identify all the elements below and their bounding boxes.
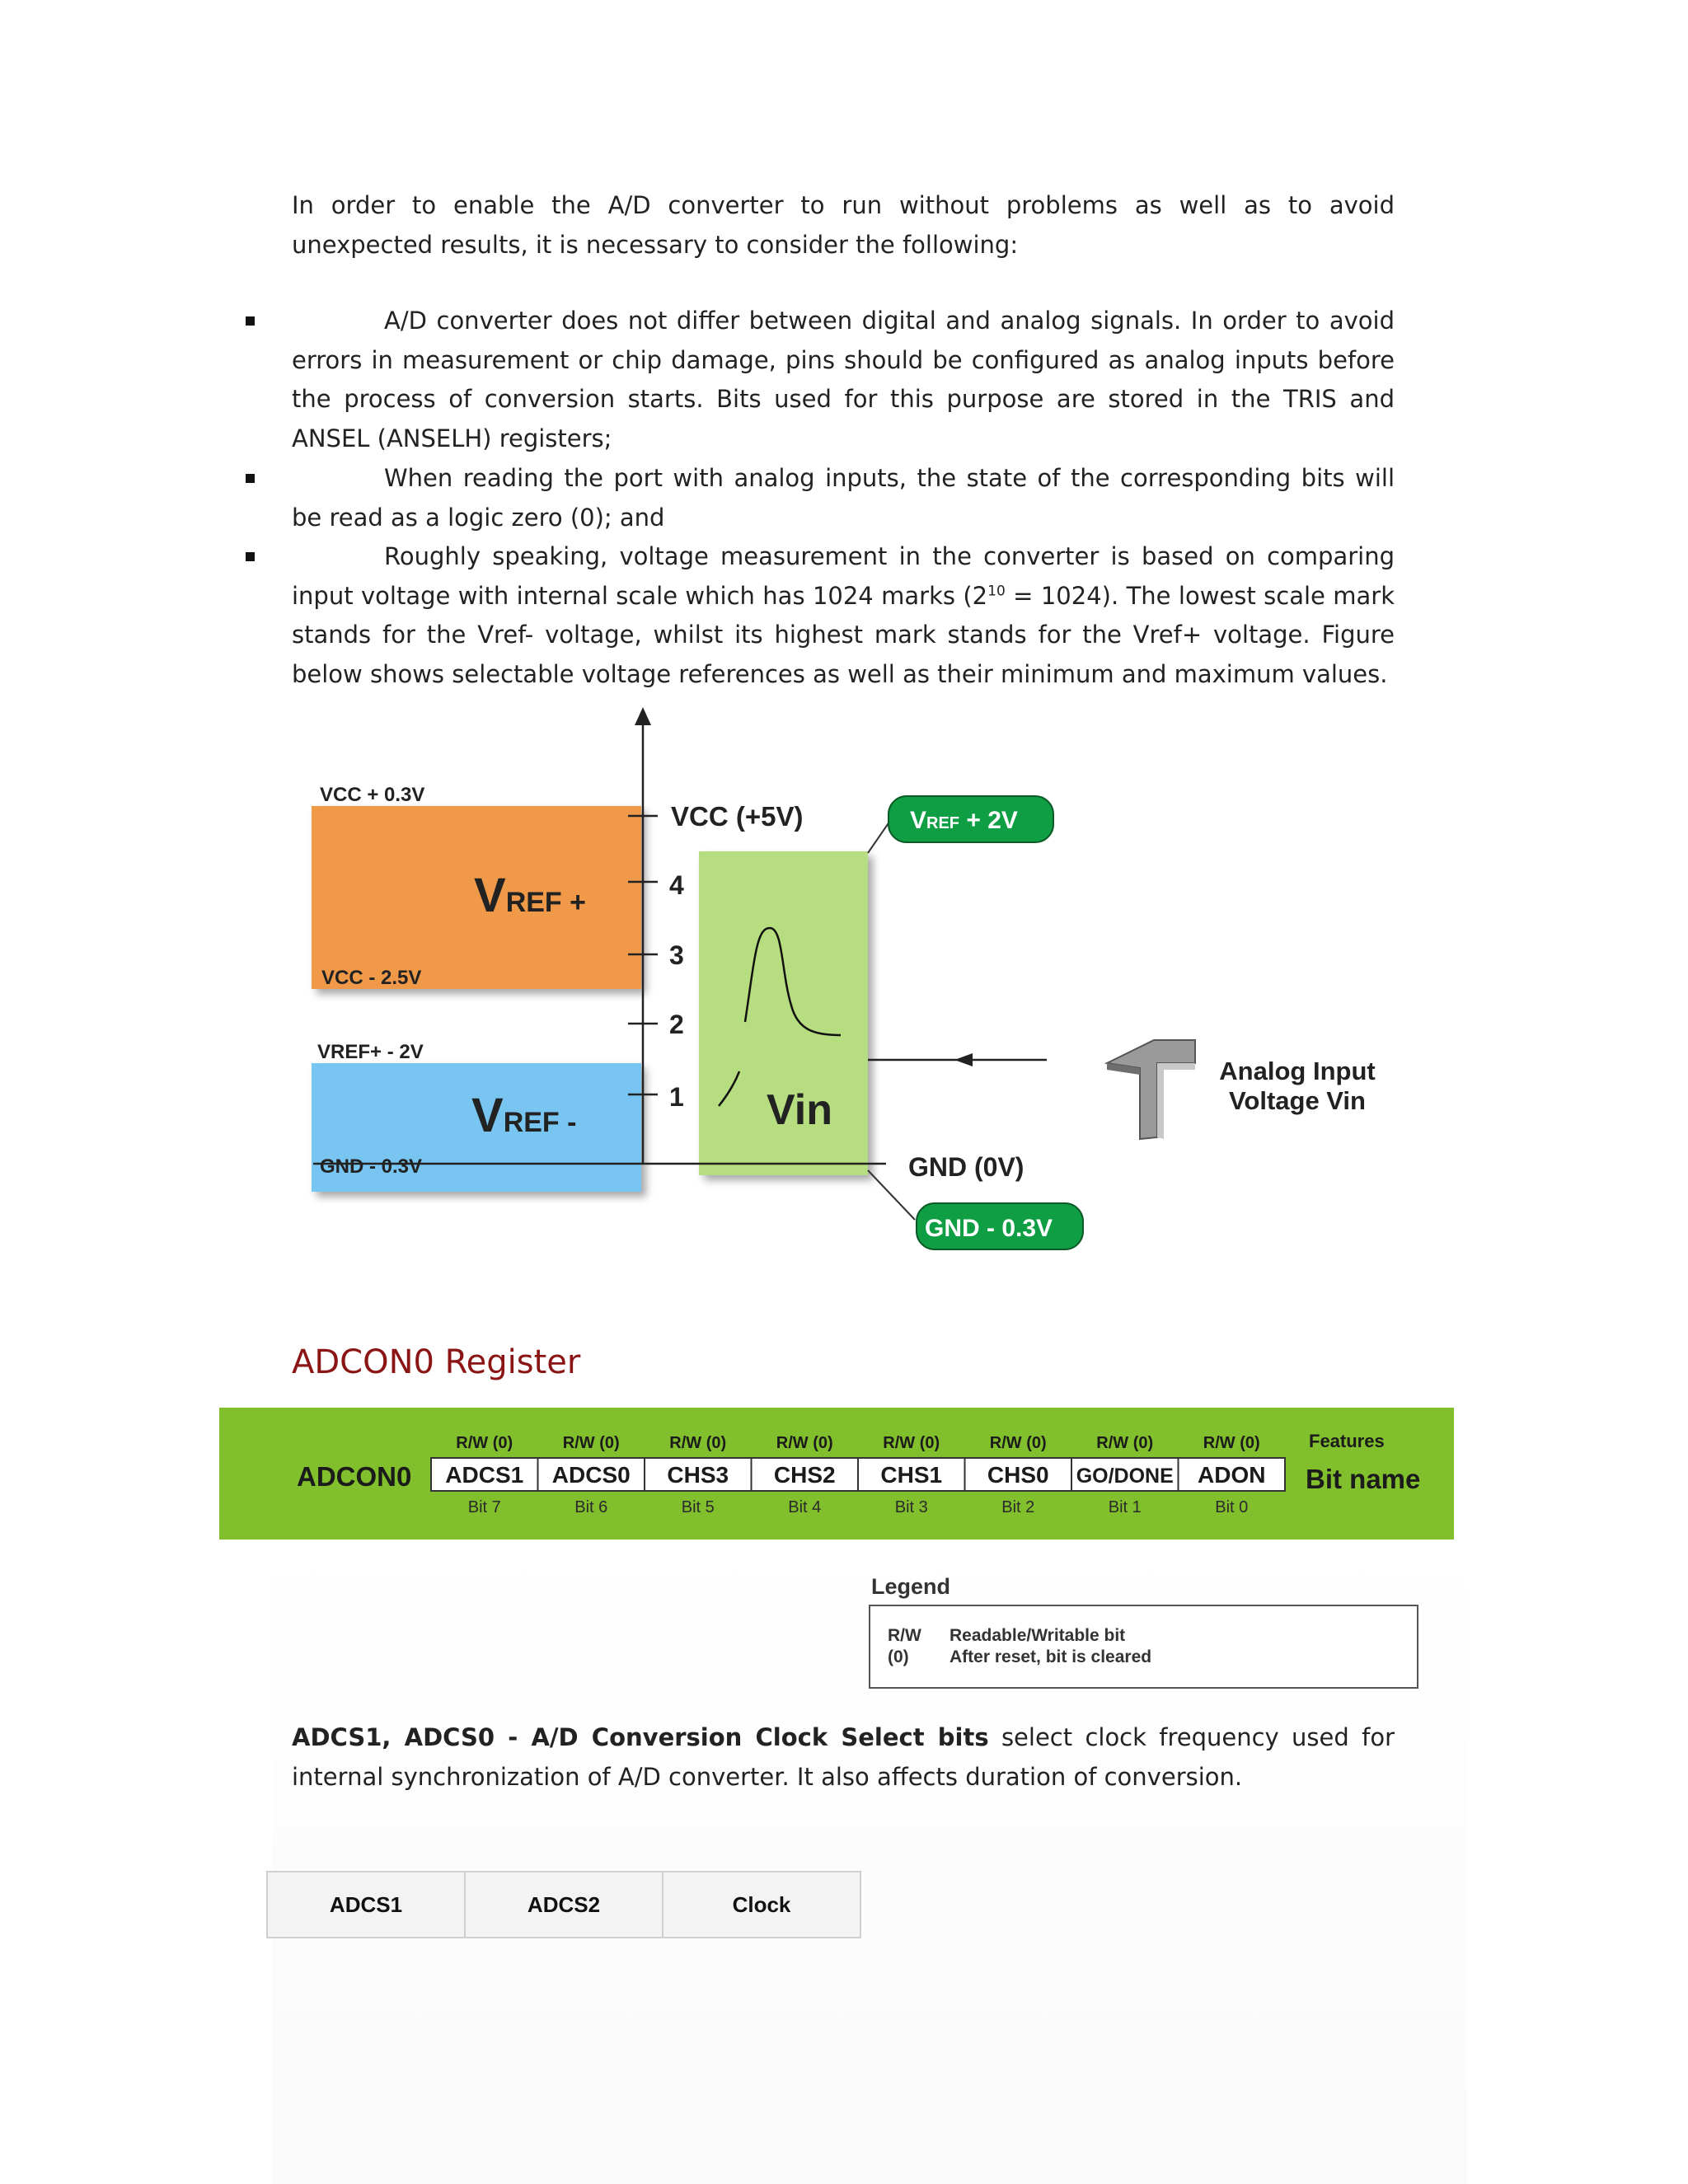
legend-frame [870,1605,1418,1688]
register-name: ADCON0 [297,1461,412,1492]
badge-bottom-text: GND - 0.3V [925,1215,1053,1242]
badge-top-text: VREF + 2V [910,807,1018,834]
voltage-reference-diagram [297,701,1418,1269]
bit-access-label: R/W (0) [669,1434,727,1452]
adcs-bold-term: ADCS1, ADCS0 - A/D Conversion Clock Select bits [292,1723,989,1751]
bit-access-label: R/W (0) [456,1434,513,1452]
bit-access-label: R/W (0) [883,1434,940,1452]
analog-input-label-2: Voltage Vin [1229,1086,1366,1115]
legend-key-rw: R/W [888,1626,921,1645]
intro-paragraph: In order to enable the A/D converter to run without problems as well as to avoid unexpected results, it is necessary to consider the following: [292,191,1395,259]
bit-number: Bit 3 [894,1498,928,1516]
bit-name: ADCS0 [551,1462,631,1488]
bit-name: CHS0 [987,1462,1049,1488]
table-header-row [267,1872,860,1938]
tick-label-4: 4 [669,870,684,900]
table-header-cell: ADCS2 [465,1872,663,1938]
features-label: Features [1309,1431,1385,1451]
bit-name-label: Bit name [1306,1464,1421,1494]
vin-label: Vin [767,1086,832,1134]
gnd-minus-label: GND - 0.3V [320,1155,423,1178]
bit-number: Bit 4 [788,1498,822,1516]
bit-name: CHS1 [880,1462,943,1488]
analog-input-connector-icon [1107,1040,1195,1139]
bullet-text: A/D converter does not differ between digital and analog signals. In order to avoid errors in measurement or chip damage, pins should be configured as analog inputs before the process of conversion starts. Bits used for this purpose are stored in the TRIS and ANSEL (ANSELH) registers; [292,307,1395,452]
bit-name: ADCS1 [445,1462,524,1488]
bit-access-label: R/W (0) [1203,1434,1260,1452]
bullet-text: When reading the port with analog inputs, the state of the corresponding bits will be read as a logic zero (0); and [292,464,1395,532]
vcc-minus-label: VCC - 2.5V [321,967,422,989]
adcs-description [292,1718,1395,1797]
bit-name: CHS3 [667,1462,729,1488]
bit-number: Bit 5 [681,1498,715,1516]
bullet-item-logic-zero [292,459,1395,537]
gnd-0v-label: GND (0V) [908,1152,1025,1182]
bit-name: GO/DONE [1076,1465,1174,1488]
bullet-marker [246,316,255,326]
exponent: 10 [987,582,1006,599]
bit-access-label: R/W (0) [1096,1434,1154,1452]
bit-number: Bit 0 [1215,1498,1249,1516]
table-header-cell: Clock [663,1872,860,1938]
vref-plus-min-label: VREF+ - 2V [317,1041,424,1063]
bit-number: Bit 6 [574,1498,608,1516]
bit-access-label: R/W (0) [989,1434,1047,1452]
bit-number: Bit 7 [467,1498,501,1516]
bit-access-label: R/W (0) [776,1434,833,1452]
bullet-item-analog-config [292,302,1395,458]
tick-label-2: 2 [669,1010,684,1039]
bullet-text: = 1024). The lowest scale mark stands for the Vref- voltage, whilst its highest mark stands for the Vref+ voltage. Figure below shows selectable voltage references as well as their minimum and maximum values. [292,581,1395,688]
clock-select-table [266,1871,861,1938]
section-heading: ADCON0 Register [292,1343,581,1381]
bit-name: ADON [1198,1462,1266,1488]
bit-number: Bit 1 [1108,1498,1142,1516]
tick-label-1: 1 [669,1082,684,1112]
input-arrow-icon [954,1053,973,1066]
legend-value-reset: After reset, bit is cleared [950,1647,1152,1666]
bullet-text: Roughly speaking, voltage measurement in the converter is based on comparing input voltage with internal scale which has 1024 marks (2 [292,542,1395,610]
adcs-text: select clock frequency used for internal synchronization of A/D converter. It also affects duration of conversion. [292,1723,1395,1791]
bullet-marker [246,552,255,561]
bullet-item-scale [292,537,1395,694]
adcon0-register-diagram [219,1408,1456,1541]
legend-title: Legend [871,1574,951,1599]
tick-label-3: 3 [669,940,684,970]
legend-value-rw: Readable/Writable bit [950,1626,1126,1645]
axis-arrow-icon [635,707,651,725]
vcc-plus-label: VCC + 0.3V [320,784,425,806]
legend-box [865,1566,1426,1690]
vcc-5v-label: VCC (+5V) [671,801,804,832]
vref-plus-title: VREF + [474,869,586,922]
analog-input-label: Analog Input [1219,1057,1376,1085]
legend-key-reset: (0) [888,1647,909,1666]
bit-access-label: R/W (0) [562,1434,620,1452]
table-header-cell: ADCS1 [267,1872,465,1938]
bullet-marker [246,474,255,483]
bit-name: CHS2 [773,1462,836,1488]
vref-minus-title: VREF - [471,1089,577,1142]
bit-number: Bit 2 [1001,1498,1035,1516]
